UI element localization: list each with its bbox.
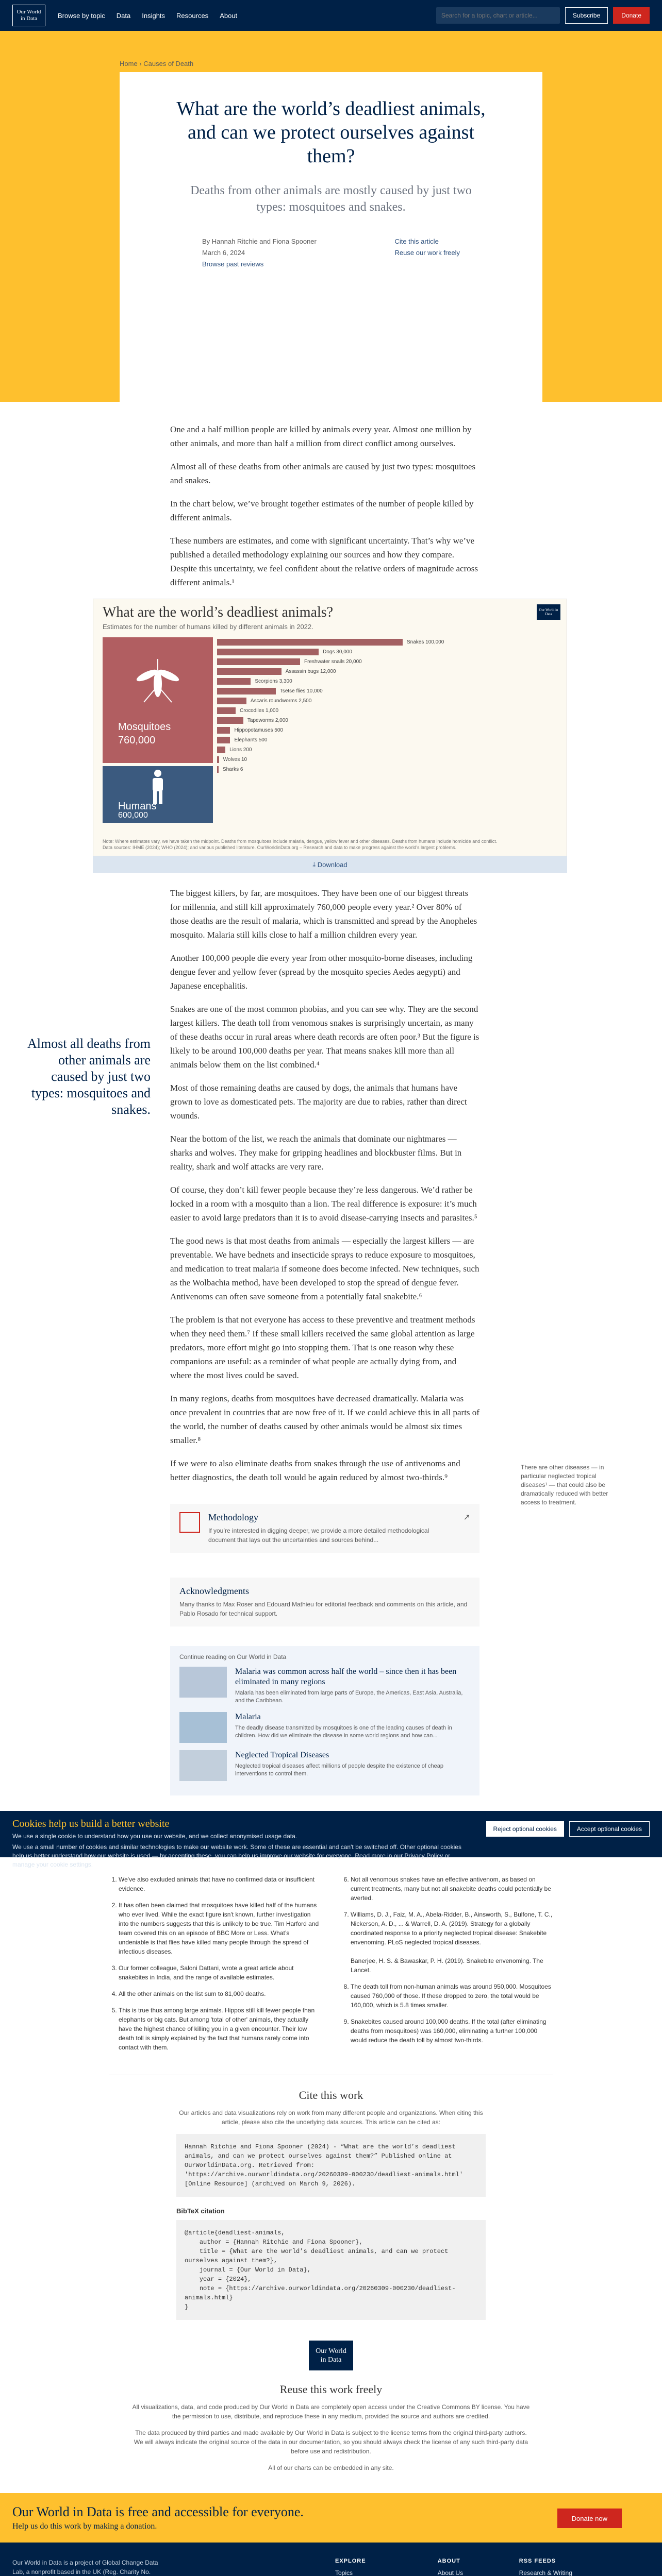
- continue-item-text: Neglected tropical diseases affect millions of people despite the existence of cheap interventions to control them.: [235, 1763, 443, 1777]
- body-paragraph: Of course, they don’t kill fewer people because they’re less dangerous. We’d rather be locked in a room with a mosquito than a lion. The real difference is exposure: it’s much easier to avoid large predators than it is to avoid disease-carrying insects and parasites.⁵: [170, 1185, 477, 1223]
- logo-line-1: Our World: [16, 9, 41, 15]
- footer-columns: [335, 2558, 572, 2576]
- reuse-section: [109, 2341, 553, 2472]
- past-reviews-link[interactable]: Browse past reviews: [202, 260, 264, 268]
- reuse-text: All of our charts can be embedded in any site.: [268, 2464, 394, 2471]
- chart-bar[interactable]: [217, 737, 230, 743]
- chart-row: [217, 765, 537, 774]
- bibtex-label: BibTeX citation: [176, 2207, 225, 2215]
- nav-resources[interactable]: Resources: [176, 11, 209, 20]
- download-label: Download: [317, 860, 347, 869]
- acknowledgments-text: Many thanks to Max Roser and Edouard Mathieu for editorial feedback and comments on this article, and Pablo Rosado for technical support.: [179, 1601, 468, 1617]
- body-paragraph: Most of those remaining deaths are caused by dogs, the animals that humans have grown to love as domesticated pets. The majority are due to rabies, rather than direct wounds.: [170, 1083, 467, 1121]
- reuse-work-link[interactable]: Reuse our work freely: [394, 249, 460, 257]
- chart-row: [217, 686, 537, 696]
- chart-bar[interactable]: [217, 668, 282, 675]
- chart-row: [217, 745, 537, 755]
- intro-paragraph: In the chart below, we’ve brought together estimates of the number of people killed by different animals.: [170, 499, 474, 522]
- footnote: 8. The death toll from non-human animals was around 950,000. Mosquitoes caused 760,000 of those. If these dropped to zero, the total would be 160,000, which is 5.8 times smaller.: [351, 1982, 553, 2010]
- body-paragraph: The good news is that most deaths from animals — especially the largest killers — are preventable. We have bednets and insecticide sprays to reduce exposure to mosquitoes, and medication to treat malaria if someone does become infected. New techniques, such as the Wolbachia method, have been developed to stop the spread of dengue fever. Antivenoms can often save someone from a potentially fatal snakebite.⁶: [170, 1236, 479, 1301]
- footer-link[interactable]: Research & Writing: [519, 2569, 572, 2576]
- footer-column-rss: [519, 2558, 572, 2576]
- owid-logo-large: [309, 2341, 353, 2370]
- chart-bar-label: Snakes 100,000: [407, 639, 444, 645]
- chart-bar[interactable]: [217, 649, 319, 655]
- main-body: [0, 886, 662, 1506]
- chart-bar-label: Crocodiles 1,000: [240, 708, 279, 714]
- intro-paragraph: These numbers are estimates, and come with significant uncertainty. That’s why we’ve published a detailed methodology explaining our sources and how they compare. Despite this uncertainty, we feel confident about the relative orders of magnitude across different animals.¹: [170, 536, 478, 587]
- nav-data[interactable]: Data: [116, 11, 131, 20]
- footer-column-about: [438, 2558, 473, 2576]
- chart-bar[interactable]: [217, 698, 246, 704]
- chart-row: [217, 676, 537, 686]
- reuse-title: Reuse this work freely: [279, 2383, 383, 2396]
- search-input[interactable]: [436, 7, 560, 24]
- body-paragraph: Another 100,000 people die every year from other mosquito-borne diseases, including dengue fever and yellow fever (spread by the mosquito species Aedes aegypti) and Japanese encephalitis.: [170, 953, 473, 991]
- thumbnail: [179, 1667, 227, 1698]
- methodology-text: If you’re interested in digging deeper, we provide a more detailed methodological document that lays out the uncertainties and sources behind...: [208, 1527, 429, 1544]
- chart-row: [217, 716, 537, 725]
- chart-bar[interactable]: [217, 756, 219, 763]
- chart-row: [217, 657, 537, 667]
- chart-row: [217, 696, 537, 706]
- chart-rows: [217, 637, 537, 774]
- owid-logo[interactable]: [12, 5, 45, 26]
- chart-bar-label: Freshwater snails 20,000: [304, 659, 362, 665]
- continue-item[interactable]: [179, 1750, 470, 1781]
- chart-subtitle: Estimates for the number of humans killed by different animals in 2022.: [103, 623, 313, 631]
- banner-title: Our World in Data is free and accessible for everyone.: [12, 2504, 304, 2519]
- cookie-text-2: We use a small number of cookies and similar technologies to make our website work. Some of these are essential and can't be switched off. Other optional cookies help us better understand how our website is used — by accepting these, you can help us improve our website for everyone. Read more in our Privacy Policy or manage your cookie settings.: [12, 1843, 461, 1868]
- reuse-text: All visualizations, data, and code produced by Our World in Data are completely open access under the Creative Commons BY license. You have the permission to use, distribute, and reproduce these in any medium, provided the source and authors are credited.: [132, 2403, 530, 2420]
- methodology-card[interactable]: [170, 1504, 479, 1553]
- logo-line-1: Our World: [316, 2347, 346, 2355]
- footer-column-explore: [335, 2558, 391, 2576]
- footnote: 6. Not all venomous snakes have an effective antivenom, as based on current treatments, many but not all snakebite deaths could potentially be averted.: [351, 1875, 553, 1903]
- chart-row: [217, 637, 537, 647]
- cite-text: Our articles and data visualizations rely on work from many different people and organizations. When citing this article, please also cite the underlying data sources. This article can be cited as:: [179, 2109, 483, 2126]
- chart-bar-label: Assassin bugs 12,000: [285, 669, 336, 674]
- footnotes: [109, 1857, 553, 2075]
- chart-row: [217, 735, 537, 745]
- footnote: 3. Our former colleague, Saloni Dattani, wrote a great article about snakebites in India, and the range of available estimates.: [119, 1963, 321, 1982]
- breadcrumb-home[interactable]: Home: [120, 60, 138, 67]
- body-paragraph: In many regions, deaths from mosquitoes have decreased dramatically. Malaria was once prevalent in countries that are now free of it. If we could achieve this in all parts of the world, the number of deaths caused by other animals would be almost six times smaller.⁸: [170, 1394, 479, 1445]
- cookie-banner: [0, 1811, 662, 1868]
- article-meta: [202, 236, 460, 270]
- mosquito-icon: [129, 653, 186, 709]
- continue-item[interactable]: [179, 1712, 470, 1743]
- chart-bar[interactable]: [217, 678, 251, 685]
- chart-row: [217, 667, 537, 676]
- top-navigation: [0, 0, 662, 31]
- chart-bar-label: Sharks 6: [223, 767, 243, 772]
- document-icon: [179, 1512, 200, 1533]
- chart-bar[interactable]: [217, 717, 243, 724]
- donate-now-button[interactable]: Donate now: [557, 2509, 622, 2528]
- accept-cookies-button[interactable]: Accept optional cookies: [569, 1821, 650, 1837]
- footnote: 5. This is true thus among large animals. Hippos still kill fewer people than elephants or big cats. But among 'total of other' animals, they actually have the highest chance of killing you in a given encounter. Their low death toll is simply explained by the fact that humans rarely come into contact with them.: [119, 2006, 321, 2052]
- chart-bar[interactable]: [217, 639, 403, 646]
- acknowledgments-card: [170, 1578, 479, 1626]
- chart-source: Data sources: IHME (2024); WHO (2024); and various published literature. OurWorldinData.org – Research and data to make progress against the world’s largest problems.: [103, 845, 456, 850]
- chart-bar[interactable]: [217, 727, 230, 734]
- chart-bar-label: Ascaris roundworms 2,500: [250, 698, 312, 704]
- continue-item-title: Malaria: [235, 1713, 261, 1721]
- cookie-text-1: We use a single cookie to understand how you use our website, and we collect anonymised usage data.: [12, 1833, 297, 1840]
- body-paragraph: The biggest killers, by far, are mosquitoes. They have been one of our biggest threats for millennia, and still kill approximately 760,000 people every year.² Over 80% of those deaths are the result of malaria, which is transmitted and spread by the Anopheles mosquito. Malaria still kills close to half a million children every year.: [170, 888, 477, 940]
- cookie-title: Cookies help us build a better website: [12, 1818, 170, 1829]
- chart-row: [217, 706, 537, 716]
- publish-date: March 6, 2024: [202, 249, 245, 257]
- humans-value: 600,000: [118, 811, 148, 820]
- chart-owid-badge: Our World in Data: [537, 604, 560, 620]
- footer-about: Our World in Data is a project of Global Change Data Lab, a nonprofit based in the UK (Reg. Charity No.: [12, 2559, 158, 2575]
- body-paragraph: If we were to also eliminate deaths from snakes through the use of antivenoms and better diagnostics, the death toll would be again reduced by almost two-thirds.⁹: [170, 1459, 460, 1482]
- footnote: 1. We've also excluded animals that have no confirmed data or insufficient evidence.: [119, 1875, 321, 1893]
- logo-line-2: in Data: [320, 2356, 342, 2364]
- reject-cookies-button[interactable]: Reject optional cookies: [486, 1821, 564, 1837]
- chart-bar-label: Wolves 10: [223, 757, 247, 762]
- methodology-title: Methodology: [208, 1512, 258, 1522]
- chart-note: Note: Where estimates vary, we have taken the midpoint. Deaths from mosquitoes include malaria, dengue, yellow fever and other diseases. Deaths from humans include homicide and conflict.: [103, 839, 498, 844]
- thumbnail: [179, 1712, 227, 1743]
- chart-footer: [103, 838, 557, 851]
- chart-bar[interactable]: [217, 688, 276, 694]
- acknowledgments-title: Acknowledgments: [179, 1586, 249, 1596]
- body-paragraph: Snakes are one of the most common phobias, and you can see why. They are the second largest killers. The death toll from venomous snakes is surprisingly uncertain, as many of these deaths occur in rural areas where death records are often poor.³ But the figure is likely to be around 100,000 deaths per year. That means snakes kill more than all animals below them on the list combined.⁴: [170, 1004, 479, 1070]
- chart-bar-label: Elephants 500: [234, 737, 268, 743]
- nav-items: [58, 12, 237, 20]
- chart-bar[interactable]: [217, 747, 225, 753]
- cite-title: Cite this work: [299, 2089, 363, 2102]
- banner-subtitle: Help us do this work by making a donation.: [12, 2522, 157, 2531]
- page-subtitle: Deaths from other animals are mostly caused by just two types: mosquitoes and snakes.: [190, 184, 472, 214]
- breadcrumb: [120, 60, 193, 67]
- side-note: There are other diseases — in particular neglected tropical diseases¹ — that could also be dramatically reduced with better access to treatment.: [521, 1464, 608, 1506]
- nav-about[interactable]: About: [220, 11, 238, 20]
- footnote: 9. Snakebites caused around 100,000 deaths. If the total (after eliminating deaths from mosquitoes) was 160,000, eliminating a further 100,000 would reduce the death toll by almost two-thirds.: [351, 2017, 553, 2045]
- chart-bar[interactable]: [217, 766, 219, 773]
- authors[interactable]: By Hannah Ritchie and Fiona Spooner: [202, 238, 317, 245]
- subscribe-button[interactable]: Subscribe: [565, 7, 608, 24]
- download-icon: ⤓: [312, 860, 318, 868]
- breadcrumb-separator: ›: [139, 60, 142, 67]
- chart-bar-label: Hippopotamuses 500: [234, 727, 283, 733]
- footer-column-head: ABOUT: [437, 2558, 460, 2564]
- footer-column-head: RSS FEEDS: [519, 2558, 556, 2564]
- continue-reading-label: Continue reading on Our World in Data: [179, 1653, 287, 1660]
- nav-browse-by-topic[interactable]: Browse by topic: [58, 11, 105, 20]
- logo-line-2: in Data: [20, 15, 38, 22]
- footnotes-right: [341, 1875, 553, 2059]
- deadliest-animals-chart[interactable]: [93, 599, 567, 856]
- footnote: 7. Williams, D. J., Faiz, M. A., Abela-Ridder, B., Ainsworth, S., Bulfone, T. C., Nickerson, A. D., ... & Warrell, D. A. (2019). Strategy for a globally coordinated response to a priority neglected tropical disease: Snakebite envenoming. PLoS neglected tropical diseases. Banerjee, H. S. & Bawaskar, P. H. (2019). Snakebite envenoming. The Lancet.: [351, 1910, 553, 1975]
- article-body: [170, 886, 479, 1484]
- humans-block: [103, 766, 213, 823]
- footer-link[interactable]: Topics: [335, 2569, 353, 2576]
- continue-reading: [170, 1646, 479, 1795]
- hero: [0, 31, 662, 402]
- citation-plain[interactable]: Hannah Ritchie and Fiona Spooner (2024) - “What are the world’s deadliest animals, and can we protect ourselves against them?” Published online at OurWorldinData.org. Retrieved from: 'https://archive.ourworldindata.org/20260309-000230/deadliest-animals.html' [Online Resource] (archived on March 9, 2026).: [176, 2134, 486, 2197]
- intro-paragraph: One and a half million people are killed by animals every year. Almost one million by other animals, and more than half a million from direct conflict among ourselves.: [170, 425, 472, 448]
- continue-item[interactable]: [179, 1667, 470, 1705]
- chart-row: [217, 647, 537, 657]
- chart-bar[interactable]: [217, 658, 300, 665]
- cite-section: [176, 2075, 486, 2320]
- pull-quote: Almost all deaths from other animals are caused by just two types: mosquitoes and snakes.: [27, 1036, 151, 1117]
- continue-item-text: The deadly disease transmitted by mosquitoes is one of the leading causes of death in children. How did we eliminate the disease in some world regions and how can...: [235, 1725, 452, 1739]
- footnotes-left: [109, 1875, 321, 2059]
- chart-bar-label: Scorpions 3,300: [255, 679, 292, 684]
- reuse-text: The data produced by third parties and made available by Our World in Data is subject to the license terms from the original third-party authors. We will always indicate the original source of the data in our documentation, so you should always check the license of any such third-party data before use and redistribution.: [134, 2429, 528, 2455]
- page-title: What are the world’s deadliest animals, and can we protect ourselves against them?: [176, 98, 486, 167]
- cookie-buttons: [486, 1821, 650, 1837]
- donate-banner: [0, 2493, 662, 2543]
- mosquitoes-label: Mosquitoes: [118, 721, 171, 733]
- cite-article-link[interactable]: Cite this article: [394, 238, 439, 245]
- chart-row: [217, 725, 537, 735]
- chart-bar-label: Tsetse flies 10,000: [279, 688, 323, 694]
- thumbnail: [179, 1750, 227, 1781]
- continue-item-text: Malaria has been eliminated from large parts of Europe, the Americas, East Asia, Australia, and the Caribbean.: [235, 1690, 463, 1704]
- intro-text: [170, 402, 479, 589]
- footnote: 2. It has often been claimed that mosquitoes have killed half of the humans who ever lived. While the exact figure isn't known, further investigation into the numbers suggests that this is unlikely to be true. Tim Harford and team covered this on an episode of BBC More or Less. What’s undeniable is that flies have killed many people through the spread of infectious diseases.: [119, 1901, 321, 1956]
- download-button[interactable]: [93, 856, 567, 873]
- body-paragraph: The problem is that not everyone has access to these preventive and treatment methods when they need them.⁷ If these small killers received the same global attention as large predators, more effort might go into stopping them. That is one reason why these companions are useful: as a reminder of what people are actually dying from, and where the most lives could be saved.: [170, 1315, 475, 1380]
- chart-bar[interactable]: [217, 707, 236, 714]
- continue-item-title: Neglected Tropical Diseases: [235, 1751, 329, 1759]
- footer-link[interactable]: About Us: [437, 2569, 464, 2576]
- footer-column-head: EXPLORE: [335, 2558, 366, 2564]
- footer: [0, 2543, 662, 2576]
- external-link-icon: ↗: [463, 1513, 470, 1522]
- breadcrumb-topic[interactable]: Causes of Death: [143, 60, 194, 67]
- chart-bar-label: Lions 200: [229, 747, 252, 753]
- citation-bibtex[interactable]: @article{deadliest-animals, author = {Hannah Ritchie and Fiona Spooner}, title = {What are the world’s deadliest animals, and can we protect ourselves against them?}, journal = {Our World in Data}, year = {2024}, note = {https://archive.ourworldindata.org/20260309-000230/deadliest-animals.html} }: [176, 2220, 486, 2320]
- chart-row: [217, 755, 537, 765]
- mosquitoes-value: 760,000: [118, 735, 156, 746]
- continue-item-title: Malaria was common across half the world – since then it has been eliminated in many regions: [235, 1667, 457, 1686]
- hero-card: [120, 72, 542, 402]
- nav-insights[interactable]: Insights: [142, 11, 166, 20]
- footnote: 4. All the other animals on the list sum to 81,000 deaths.: [119, 1989, 321, 1998]
- chart-bar-label: Tapeworms 2,000: [247, 718, 288, 723]
- chart-title: What are the world’s deadliest animals?: [103, 604, 334, 620]
- mosquitoes-block: [103, 637, 213, 763]
- intro-paragraph: Almost all of these deaths from other animals are caused by just two types: mosquitoes and snakes.: [170, 462, 476, 485]
- nav-right: [436, 7, 650, 24]
- donate-button[interactable]: Donate: [613, 7, 650, 24]
- chart-bar-label: Dogs 30,000: [323, 649, 352, 655]
- humans-label: Humans: [118, 801, 157, 812]
- body-paragraph: Near the bottom of the list, we reach the animals that dominate our nightmares — sharks and wolves. They make for gripping headlines and blockbuster films. But in reality, shark and wolf attacks are very rare.: [170, 1134, 462, 1172]
